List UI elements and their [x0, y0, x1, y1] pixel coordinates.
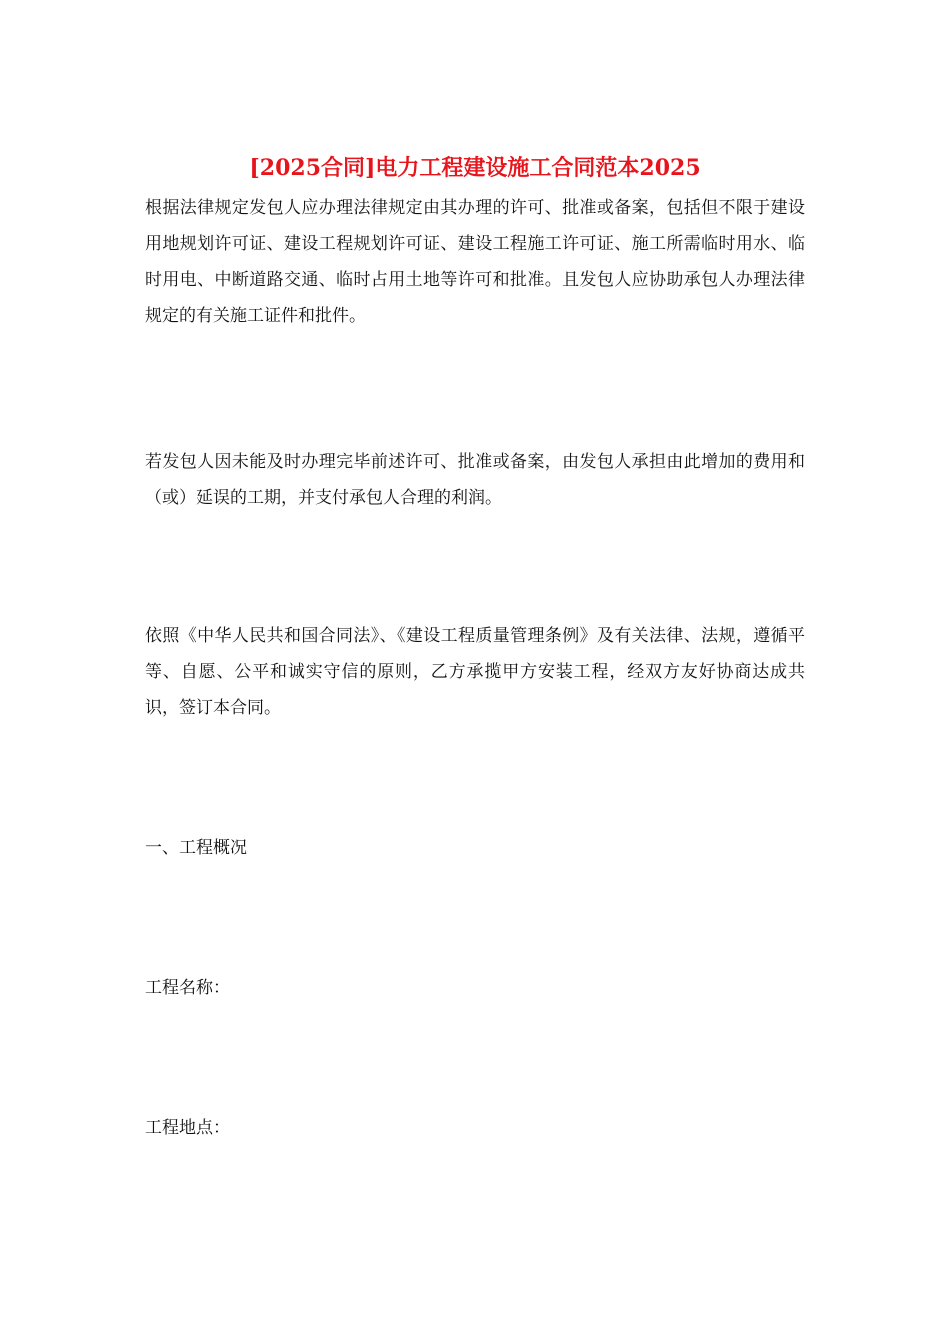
paragraph-liability: 若发包人因未能及时办理完毕前述许可、批准或备案，由发包人承担由此增加的费用和（或）延误的工期，并支付承包人合理的利润。	[145, 452, 805, 508]
document-title: [2025合同]电力工程建设施工合同范本2025	[249, 155, 701, 181]
field-project-name: 工程名称：	[145, 978, 230, 998]
paragraph-legal-basis: 依照《中华人民共和国合同法》、《建设工程质量管理条例》及有关法律、法规，遵循平等、自愿、公平和诚实守信的原则，乙方承揽甲方安装工程，经双方友好协商达成共识，签订本合同。	[145, 626, 805, 718]
field-project-location: 工程地点：	[145, 1118, 230, 1138]
paragraph-permits: 根据法律规定发包人应办理法律规定由其办理的许可、批准或备案，包括但不限于建设用地规划许可证、建设工程规划许可证、建设工程施工许可证、施工所需临时用水、临时用电、中断道路交通、临时占用土地等许可和批准。且发包人应协助承包人办理法律规定的有关施工证件和批件。	[145, 198, 805, 326]
section-heading-overview: 一、工程概况	[145, 838, 247, 858]
